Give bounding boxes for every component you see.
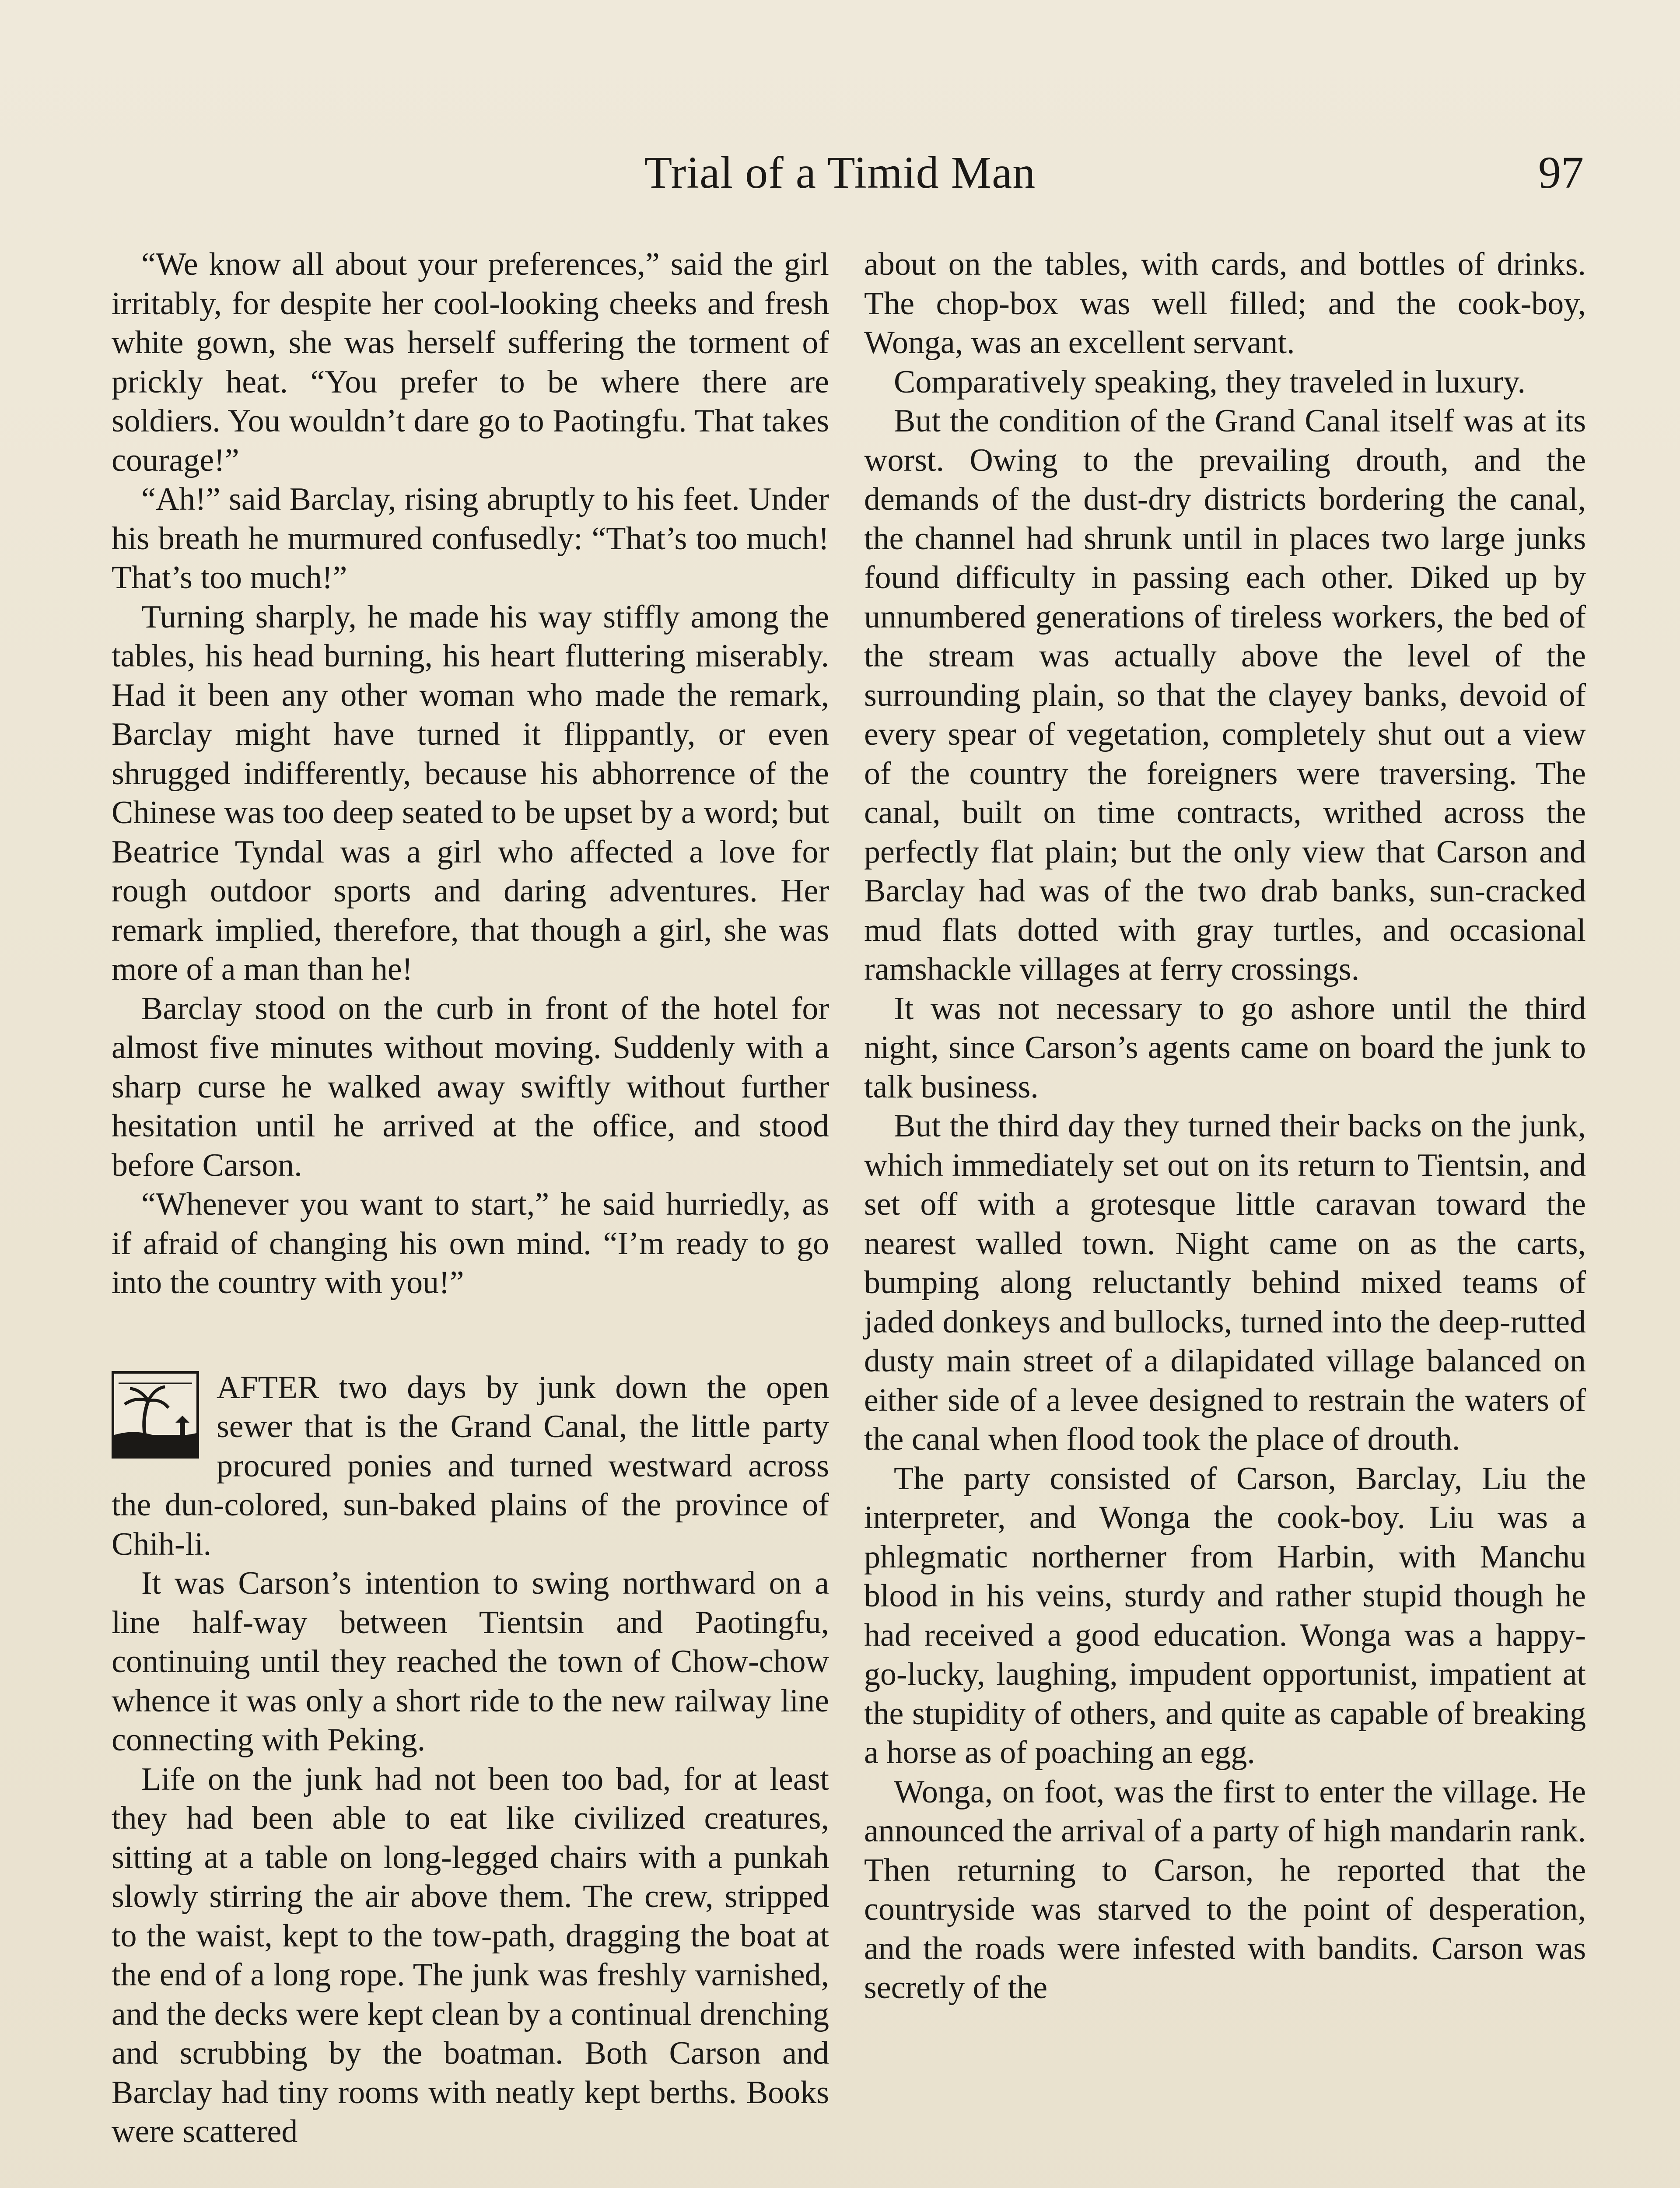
paragraph: It was Carson’s intention to swing northward on a line half-way between Tientsin and Paotingfu, continuing until they reached the town of Chow-chow whence it was only a short ride to the new railway line connecting with Peking.	[112, 1565, 829, 1758]
paragraph: “Ah!” said Barclay, rising abruptly to his feet. Under his breath he murmured confusedly: “That’s too much! That’s too much!”	[112, 481, 829, 596]
paragraph: Barclay stood on the curb in front of the hotel for almost five minutes without moving. Suddenly with a sharp curse he walked away swiftly without further hesitation until he arrived at the office, and stood before Carson.	[112, 990, 829, 1183]
paragraph: Life on the junk had not been too bad, for at least they had been able to eat like civilized creatures, sitting at a table on long-legged chairs with a punkah slowly stirring the air above them. The crew, stripped to the waist, kept to the tow-path, dragging the boat at the end of a long rope. The junk was freshly varnished, and the decks were kept clean by a continual drenching and scrubbing by the boatman. Both Carson and Barclay had tiny rooms with neatly kept berths. Books were scattered	[112, 1761, 829, 2149]
page-number: 97	[1538, 147, 1584, 198]
right-column	[864, 245, 1586, 2008]
paragraph: “Whenever you want to start,” he said hurriedly, as if afraid of changing his own mind. “I’m ready to go into the country with you!”	[112, 1186, 829, 1301]
paragraph: It was not necessary to go ashore until the third night, since Carson’s agents came on board the junk to talk business.	[864, 990, 1586, 1105]
running-title: Trial of a Timid Man	[644, 147, 1036, 198]
section-break	[112, 1303, 829, 1368]
paragraph: AFTER two days by junk down the open sewer that is the Grand Canal, the little party procured ponies and turned westward across the dun-colored, sun-baked plains of the province of Chih-li.	[112, 1369, 829, 1562]
section-opening	[112, 1368, 829, 1564]
paragraph: But the third day they turned their backs on the junk, which immediately set out on its return to Tientsin, and set off with a grotesque little caravan toward the nearest walled town. Night came on as the carts, bumping along reluctantly behind mixed teams of jaded donkeys and bullocks, turned into the deep-rutted dusty main street of a dilapidated village balanced on either side of a levee designed to restrain the waters of the canal when flood took the place of drouth.	[864, 1108, 1586, 1457]
paragraph: Wonga, on foot, was the first to enter the village. He announced the arrival of a party of high mandarin rank. Then returning to Carson, he reported that the countryside was starved to the point of desperation, and the roads were infested with bandits. Carson was secretly of the	[864, 1774, 1586, 2006]
palm-tree-landscape-icon	[112, 1371, 199, 1459]
paragraph: about on the tables, with cards, and bottles of drinks. The chop-box was well filled; and the cook-boy, Wonga, was an excellent servant.	[864, 246, 1586, 361]
paragraph: But the condition of the Grand Canal itself was at its worst. Owing to the prevailing drouth, and the demands of the dust-dry districts bordering the canal, the channel had shrunk until in places two large junks found difficulty in passing each other. Diked up by unnumbered generations of tireless workers, the bed of the stream was actually above the level of the surrounding plain, so that the clayey banks, devoid of every spear of vegetation, completely shut out a view of the country the foreigners were traversing. The canal, built on time contracts, writhed across the perfectly flat plain; but the only view that Carson and Barclay had was of the two drab banks, sun-cracked mud flats dotted with gray turtles, and occasional ramshackle villages at ferry crossings.	[864, 403, 1586, 987]
palm-tree-landscape-icon	[114, 1374, 196, 1456]
running-head	[0, 144, 1680, 201]
paragraph: Turning sharply, he made his way stiffly among the tables, his head burning, his heart fluttering miserably. Had it been any other woman who made the remark, Barclay might have turned it flippantly, or even shrugged indifferently, because his abhorrence of the Chinese was too deep seated to be upset by a word; but Beatrice Tyndal was a girl who affected a love for rough outdoor sports and daring adventures. Her remark implied, therefore, that though a girl, she was more of a man than he!	[112, 599, 829, 987]
paragraph: “We know all about your preferences,” said the girl irritably, for despite her cool-looking cheeks and fresh white gown, she was herself suffering the torment of prickly heat. “You prefer to be where there are soldiers. You wouldn’t dare go to Paotingfu. That takes courage!”	[112, 246, 829, 478]
left-column	[112, 245, 829, 2152]
paragraph: Comparatively speaking, they traveled in luxury.	[894, 364, 1526, 400]
paragraph: The party consisted of Carson, Barclay, Liu the interpreter, and Wonga the cook-boy. Liu was a phlegmatic northerner from Harbin, with Manchu blood in his veins, sturdy and rather stupid though he had received a good education. Wonga was a happy-go-lucky, laughing, impudent opportunist, impatient at the stupidity of others, and quite as capable of breaking a horse as of poaching an egg.	[864, 1460, 1586, 1771]
